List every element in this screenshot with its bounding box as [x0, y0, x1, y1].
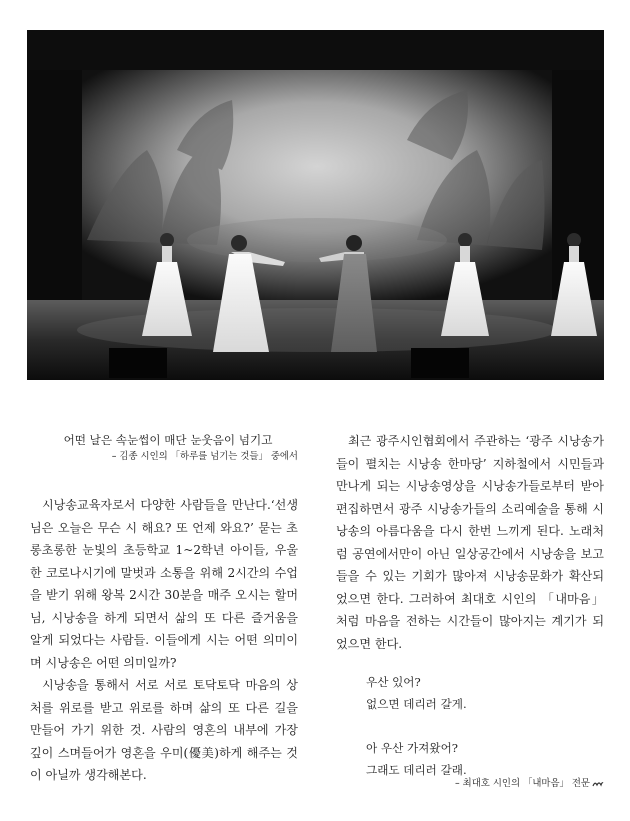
stage-monitor-left	[109, 348, 167, 378]
poem-line: 우산 있어?	[366, 675, 421, 689]
body-paragraph-3: 최근 광주시인협회에서 주관하는 ‘광주 시낭송가들이 펼치는 시낭송 한마당’ 지하철에서 시민들과 만나게 되는 시낭송영상을 시낭송가들로부터 받아 편집하면서 광주 시낭송가들의 소리예술을 통해 시낭송의 아름다움을 다시 한번 느끼게 된다. 노래처럼 공연에서만이 아닌 일상공간에서 시낭송을 보고 들을 수 있는 기회가 많아져 시낭송문화가 확산되었으면 한다. 그러하여 최대호 시인의 「내마음」처럼 마음을 전하는 시간들이 많아지는 계기가 되었으면 한다.	[336, 434, 604, 651]
poem-line: 없으면 데리러 갈게.	[366, 697, 467, 711]
body-paragraph-1: 시낭송교육자로서 다양한 사람들을 만난다.‘선생님은 오늘은 무슨 시 해요? 또 언제 와요?’ 묻는 초롱초롱한 눈빛의 초등학교 1~2학년 아이들, 우울한 코로나시기에 말벗과 소통을 위해 2시간의 수업을 받기 위해 왕복 2시간 30분을 매주 오시는 할머님, 시낭송을 하게 되면서 삶의 또 다른 즐거움을 알게 되었다는 사람들. 이들에게 시는 어떤 의미이며 시낭송은 어떤 의미일까?	[30, 498, 298, 670]
stanza-gap	[366, 715, 604, 737]
epigraph-line: 어떤 날은 속눈썹이 매단 눈웃음이 넘기고	[63, 433, 273, 447]
poem-line: 그래도 데리러 갈래.	[366, 763, 467, 777]
quoted-poem	[366, 671, 604, 781]
stage-performance-photo	[27, 30, 604, 380]
poem-line: 아 우산 가져왔어?	[366, 741, 458, 755]
stage-monitor-right	[411, 348, 469, 378]
epigraph-source: – 김종 시인의 「하루를 넘기는 것들」 중에서	[111, 451, 298, 462]
left-column	[30, 430, 298, 787]
end-mark-icon	[592, 780, 604, 788]
body-paragraph-2: 시낭송을 통해서 서로 서로 토닥토닥 마음의 상처를 위로를 받고 위로를 하며 삶의 또 다른 길을 만들어 가기 위한 것. 사람의 영혼의 내부에 가장 깊이 스며들어가 영혼을 우미(優美)하게 해주는 것이 아닐까 생각해본다.	[30, 678, 298, 782]
right-column	[336, 430, 604, 791]
poem-source: – 최대호 시인의 「내마음」 전문	[455, 778, 590, 789]
